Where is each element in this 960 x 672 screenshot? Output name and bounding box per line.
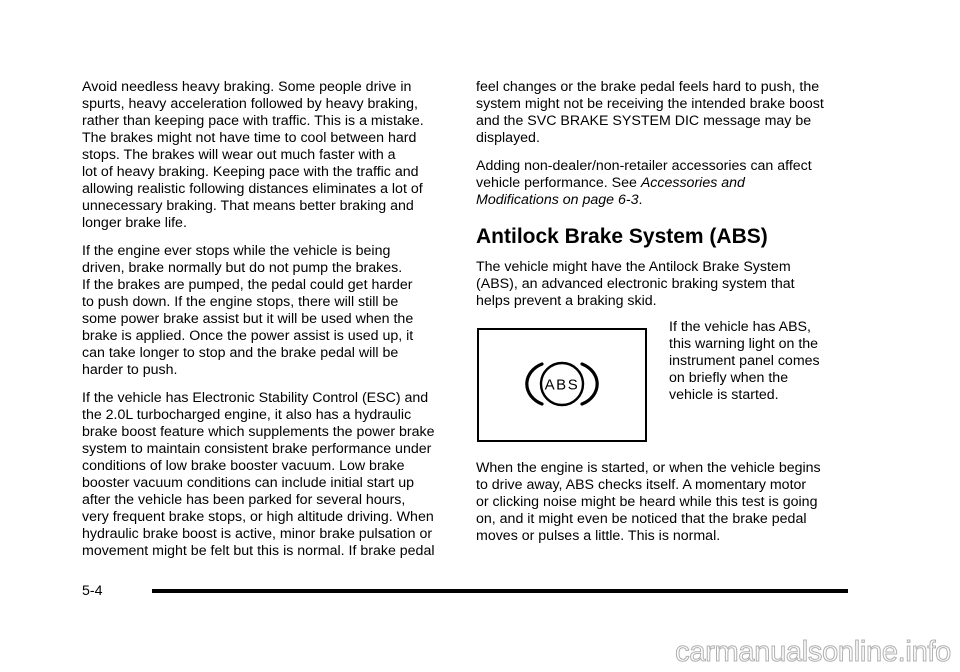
right-column xyxy=(476,79,856,556)
text-line: spurts, heavy acceleration followed by heavy braking, xyxy=(82,96,418,112)
text-line: driven, brake normally but do not pump the brakes. xyxy=(82,260,403,276)
footer-rule xyxy=(152,589,848,593)
section-heading: Antilock Brake System (ABS) xyxy=(476,225,768,248)
text-line: brake boost feature which supplements the power brake xyxy=(82,424,435,440)
text-line: can take longer to stop and the brake pedal will be xyxy=(82,345,399,361)
esc-paragraph xyxy=(82,390,454,560)
text-line: hydraulic brake boost is active, minor brake pulsation or xyxy=(82,526,433,542)
text-line: allowing realistic following distances eliminates a lot of xyxy=(82,181,423,197)
text-line: system to maintain consistent brake performance under xyxy=(82,441,432,457)
text-line: If the vehicle has ABS, xyxy=(669,319,811,335)
abs-intro-paragraph xyxy=(476,259,856,310)
abs-icon-text: ABS xyxy=(544,376,580,394)
text-line: If the vehicle has Electronic Stability Control (ESC) and xyxy=(82,390,429,406)
engine-stops-paragraph xyxy=(82,243,454,379)
abs-self-check-paragraph xyxy=(476,460,856,545)
text-line: stops. The brakes will wear out much faster with a xyxy=(82,147,396,163)
text-line: displayed. xyxy=(476,130,540,146)
abs-warning-light-frame xyxy=(477,328,647,442)
text-line: movement might be felt but this is normal. If brake pedal xyxy=(82,543,435,559)
text-line: If the brakes are pumped, the pedal could get harder xyxy=(82,277,413,293)
text-line: instrument panel comes xyxy=(669,353,820,369)
text-line: to drive away, ABS checks itself. A momentary motor xyxy=(476,477,807,493)
text-line: lot of heavy braking. Keeping pace with the traffic and xyxy=(82,164,419,180)
text-line: rather than keeping pace with traffic. This is a mistake. xyxy=(82,113,424,129)
text-line: conditions of low brake booster vacuum. Low brake xyxy=(82,458,405,474)
text-line xyxy=(476,192,856,209)
cross-reference-link[interactable]: Accessories and xyxy=(640,175,745,191)
abs-figure-caption xyxy=(669,319,859,404)
page-number: 5-4 xyxy=(82,583,103,599)
text-line: some power brake assist but it will be used when the xyxy=(82,311,414,327)
text-segment: vehicle performance. See xyxy=(476,175,641,191)
text-line: brake is applied. Once the power assist is used up, it xyxy=(82,328,414,344)
continued-paragraph xyxy=(476,79,856,147)
text-line: harder to push. xyxy=(82,362,178,378)
text-line: and the SVC BRAKE SYSTEM DIC message may be xyxy=(476,113,812,129)
left-column xyxy=(82,79,454,571)
text-line: on briefly when the xyxy=(669,370,789,386)
text-line: unnecessary braking. That means better braking and xyxy=(82,198,414,214)
text-line: or clicking noise might be heard while this test is going xyxy=(476,494,818,510)
text-line: Avoid needless heavy braking. Some people drive in xyxy=(82,79,412,95)
text-line: longer brake life. xyxy=(82,215,187,231)
accessories-paragraph xyxy=(476,158,856,209)
text-line: helps prevent a braking skid. xyxy=(476,293,657,309)
text-line: the 2.0L turbocharged engine, it also has a hydraulic xyxy=(82,407,412,423)
braking-paragraph xyxy=(82,79,454,232)
text-segment: . xyxy=(638,192,643,208)
text-line: feel changes or the brake pedal feels hard to push, the xyxy=(476,79,820,95)
text-line: (ABS), an advanced electronic braking system that xyxy=(476,276,795,292)
text-line: booster vacuum conditions can include initial start up xyxy=(82,475,415,491)
text-line: to push down. If the engine stops, there will still be xyxy=(82,294,399,310)
watermark: carmanualsonline.info xyxy=(675,636,951,668)
text-line xyxy=(476,175,856,192)
text-line: The vehicle might have the Antilock Brake System xyxy=(476,259,791,275)
text-line: moves or pulses a little. This is normal. xyxy=(476,528,721,544)
abs-warning-light-icon xyxy=(479,330,645,440)
cross-reference-link[interactable]: Modifications on page 6-3 xyxy=(476,192,639,208)
text-line: If the engine ever stops while the vehicle is being xyxy=(82,243,391,259)
abs-figure xyxy=(476,319,856,453)
text-line: system might not be receiving the intended brake boost xyxy=(476,96,824,112)
text-line: When the engine is started, or when the vehicle begins xyxy=(476,460,821,476)
text-line: The brakes might not have time to cool between hard xyxy=(82,130,417,146)
text-line: after the vehicle has been parked for several hours, xyxy=(82,492,406,508)
text-line: on, and it might even be noticed that the brake pedal xyxy=(476,511,807,527)
text-line: very frequent brake stops, or high altitude driving. When xyxy=(82,509,434,525)
text-line: this warning light on the xyxy=(669,336,819,352)
text-line: vehicle is started. xyxy=(669,387,779,403)
text-line: Adding non-dealer/non-retailer accessories can affect xyxy=(476,158,812,174)
